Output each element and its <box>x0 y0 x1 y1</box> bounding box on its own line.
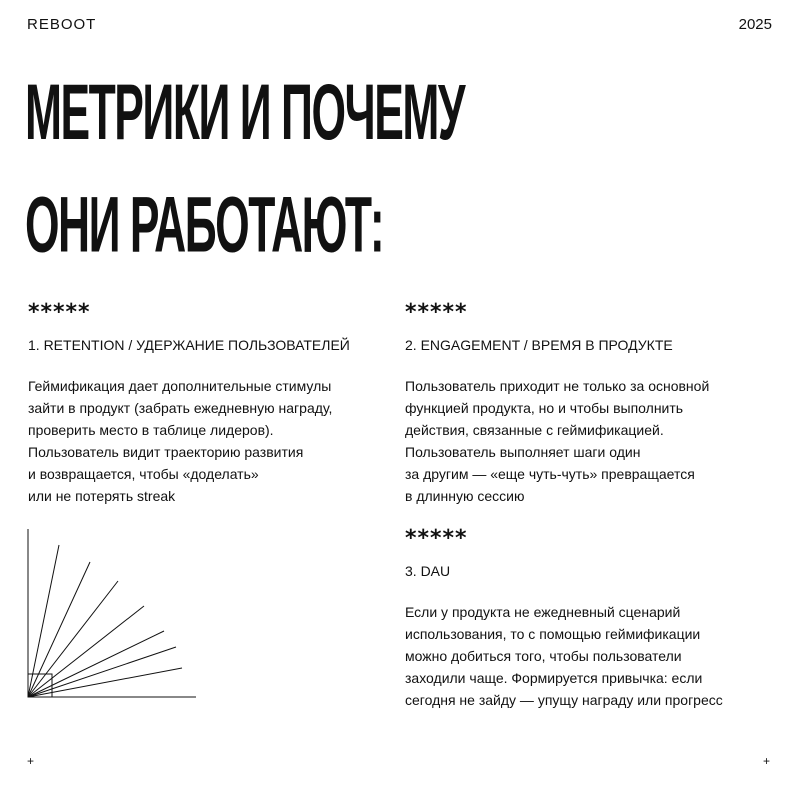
year-label: 2025 <box>738 16 772 33</box>
stars-divider: ***** <box>28 300 91 325</box>
description-line: использования, то с помощью геймификации <box>405 626 701 642</box>
description-line: и возвращается, чтобы «доделать» <box>28 466 259 482</box>
brand-logo: REBOOT <box>27 16 97 33</box>
description-line: Пользователь выполняет шаги один <box>405 444 641 460</box>
description-line: проверить место в таблице лидеров). <box>28 422 274 438</box>
description-line: Если у продукта не ежедневный сценарий <box>405 604 681 620</box>
description-line: Геймификация дает дополнительные стимулы <box>28 378 332 394</box>
description-line: в длинную сессию <box>405 488 525 504</box>
description-line: функцией продукта, но и чтобы выполнить <box>405 400 684 416</box>
metric-title: 3. DAU <box>405 563 451 579</box>
metric-title: 1. RETENTION / УДЕРЖАНИЕ ПОЛЬЗОВАТЕЛЕЙ <box>28 337 350 353</box>
metric-title: 2. ENGAGEMENT / ВРЕМЯ В ПРОДУКТЕ <box>405 337 673 353</box>
description-line: заходили чаще. Формируется привычка: если <box>405 670 703 686</box>
diagram-ray <box>28 631 164 697</box>
description-line: можно добиться того, чтобы пользователи <box>405 648 682 664</box>
metric-description <box>28 375 350 507</box>
metric-block-dau <box>405 528 723 711</box>
metric-description <box>405 375 709 507</box>
corner-plus-mark: + <box>27 754 35 768</box>
page-title-line-1: МЕТРИКИ И ПОЧЕМУ <box>25 67 465 157</box>
page-title <box>25 56 464 280</box>
radial-lines-illustration <box>26 527 198 703</box>
description-line: действия, связанные с геймификацией. <box>405 422 664 438</box>
metric-description <box>405 601 723 711</box>
diagram-ray <box>28 668 182 697</box>
description-line: зайти в продукт (забрать ежедневную награду, <box>28 400 333 416</box>
description-line: Пользователь видит траекторию развития <box>28 444 304 460</box>
diagram-ray <box>28 647 176 697</box>
corner-plus-mark: + <box>762 754 770 768</box>
metric-block-retention <box>28 302 350 507</box>
page-title-line-2: ОНИ РАБОТАЮТ: <box>25 180 384 269</box>
stars-divider: ***** <box>405 526 468 551</box>
description-line: Пользователь приходит не только за основной <box>405 378 710 394</box>
description-line: сегодня не зайду — упущу награду или прогресс <box>405 692 723 708</box>
diagram-ray <box>28 606 144 697</box>
description-line: за другим — «еще чуть-чуть» превращается <box>405 466 695 482</box>
description-line: или не потерять streak <box>28 488 176 504</box>
metric-block-engagement <box>405 302 709 507</box>
stars-divider: ***** <box>405 300 468 325</box>
